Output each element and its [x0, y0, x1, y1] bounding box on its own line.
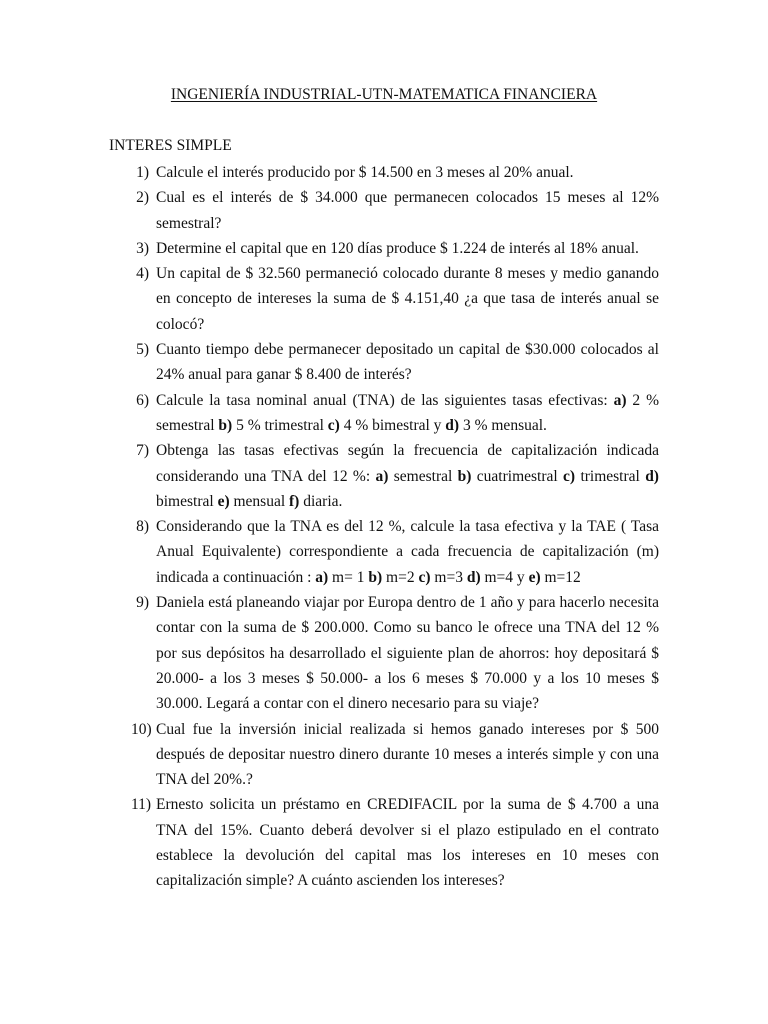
problem-number: 7)	[136, 442, 149, 460]
text-segment: Cual fue la inversión inicial realizada si hemos ganado intereses por $ 500 después de depositar nuestro dinero durante 10 meses a interés simple y con una TNA del 20%.?	[156, 720, 659, 789]
text-segment: Daniela está planeando viajar por Europa dentro de 1 año y para hacerlo necesita contar con la suma de $ 200.000. Como su banco le ofrece una TNA del 12 % por sus depósitos ha desarrollado el siguiente plan de ahorros: hoy depositará $ 20.000- a los 3 meses $ 50.000- a los 6 meses $ 70.000 y a los 10 meses $ 30.000. Legará a contar con el dinero necesario para su viaje?	[156, 594, 659, 713]
text-segment: Calcule el interés producido por $ 14.500 en 3 meses al 20% anual.	[156, 164, 574, 181]
problem-item	[109, 337, 659, 388]
option-label: e)	[528, 568, 541, 586]
option-label: f)	[289, 492, 300, 510]
text-segment: cuatrimestral	[471, 467, 564, 485]
problem-text	[156, 792, 659, 893]
problem-text	[156, 160, 659, 185]
text-segment: Considerando que la TNA es del 12 %, calcule la tasa efectiva y la TAE ( Tasa Anual Equivalente) correspondiente a cada frecuencia de capitalización (m) indicada a continuación :	[156, 518, 659, 586]
text-segment: 5 % trimestral	[232, 416, 328, 434]
option-label: a)	[315, 568, 329, 586]
text-segment: m=12	[540, 568, 581, 586]
option-label: c)	[327, 416, 340, 434]
problem-number: 2)	[136, 189, 149, 207]
problem-text	[156, 590, 659, 716]
problem-item	[109, 717, 659, 793]
problem-item	[109, 388, 659, 439]
problem-item	[109, 792, 659, 893]
text-segment: trimestral	[575, 467, 646, 485]
document-title: INGENIERÍA INDUSTRIAL-UTN-MATEMATICA FINANCIERA	[170, 86, 598, 103]
problem-number: 1)	[136, 164, 149, 181]
option-label: d)	[445, 416, 460, 434]
problem-item	[109, 160, 659, 185]
problem-text	[156, 261, 659, 337]
problem-text	[156, 717, 659, 793]
problem-number: 8)	[136, 518, 149, 536]
problem-item	[109, 236, 659, 261]
problem-number: 6)	[136, 391, 149, 409]
option-label: c)	[563, 467, 576, 485]
text-segment: semestral	[388, 467, 458, 485]
text-segment: m= 1	[328, 568, 369, 586]
problem-number: 4)	[136, 265, 149, 283]
text-segment: Calcule la tasa nominal anual (TNA) de las siguientes tasas efectivas:	[156, 391, 614, 409]
text-segment: m=4 y	[480, 568, 529, 586]
problem-number: 5)	[136, 341, 149, 359]
problem-item	[109, 438, 659, 514]
problem-item	[109, 261, 659, 337]
text-segment: mensual	[229, 492, 290, 510]
option-label: a)	[375, 467, 389, 485]
problem-number: 9)	[136, 594, 149, 612]
problem-text	[156, 185, 659, 236]
text-segment: m=2	[382, 568, 419, 586]
text-segment: Determine el capital que en 120 días produce $ 1.224 de interés al 18% anual.	[156, 239, 639, 257]
option-label: b)	[457, 467, 472, 485]
option-label: d)	[466, 568, 481, 586]
problem-item	[109, 590, 659, 716]
option-label: a)	[613, 391, 627, 409]
problem-text	[156, 388, 659, 439]
text-segment: m=3	[430, 568, 467, 586]
problem-number: 10)	[131, 720, 152, 738]
problem-list	[109, 160, 659, 894]
text-segment: bimestral	[156, 492, 218, 510]
problem-text	[156, 438, 659, 514]
text-segment: 3 % mensual.	[459, 416, 547, 434]
problem-item	[109, 514, 659, 590]
section-heading: INTERES SIMPLE	[109, 137, 232, 154]
text-segment: Cuanto tiempo debe permanecer depositado un capital de $30.000 colocados al 24% anual para ganar $ 8.400 de interés?	[156, 341, 659, 384]
problem-number: 3)	[136, 239, 149, 257]
option-label: d)	[645, 467, 659, 485]
text-segment: diaria.	[299, 492, 343, 510]
text-segment: Un capital de $ 32.560 permaneció colocado durante 8 meses y medio ganando en concepto de intereses la suma de $ 4.151,40 ¿a que tasa de interés anual se colocó?	[156, 265, 659, 333]
option-label: b)	[218, 416, 233, 434]
problem-text	[156, 337, 659, 388]
problem-item	[109, 185, 659, 236]
option-label: e)	[217, 492, 230, 510]
problem-text	[156, 514, 659, 590]
problem-number: 11)	[131, 796, 152, 814]
text-segment: 2 % semestral	[156, 391, 659, 434]
text-segment: 4 % bimestral y	[339, 416, 446, 434]
text-segment: Ernesto solicita un préstamo en CREDIFACIL por la suma de $ 4.700 a una TNA del 15%. Cuanto deberá devolver si el plazo estipulado en el contrato establece la devolución del capital mas los intereses en 10 meses con capitalización simple? A cuánto ascienden los intereses?	[156, 796, 659, 890]
problem-text	[156, 236, 659, 261]
text-segment: Cual es el interés de $ 34.000 que permanecen colocados 15 meses al 12% semestral?	[156, 189, 659, 232]
option-label: b)	[368, 568, 383, 586]
text-segment: Obtenga las tasas efectivas según la frecuencia de capitalización indicada considerando una TNA del 12 %:	[156, 442, 659, 485]
option-label: c)	[418, 568, 431, 586]
